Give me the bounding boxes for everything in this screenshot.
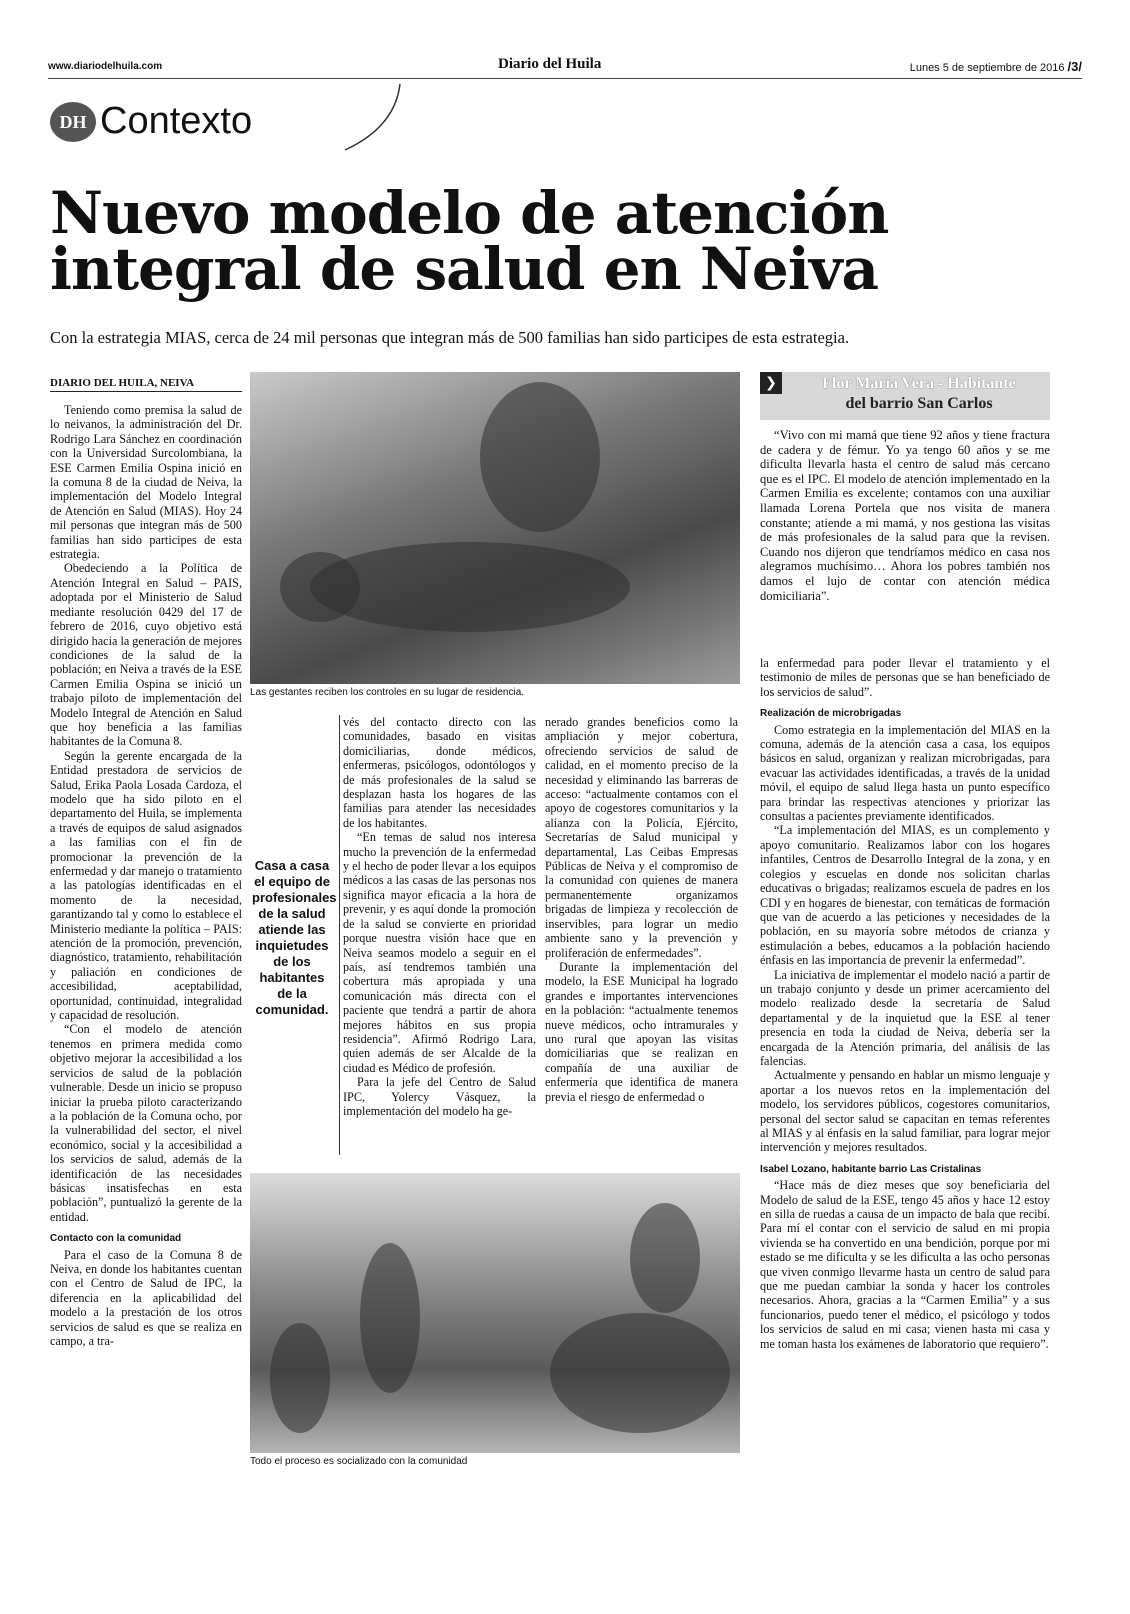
paragraph: Teniendo como premisa la salud de lo neivanos, la administración del Dr. Rodrigo Lara Sánchez en coordinación con la Universidad Surcolombiana, la ESE Carmen Emilia Ospina inició en la comuna 8 de la ciudad de Neiva, la implementación del Modelo Integral de Atención en Salud (MIAS). Hoy 24 mil personas que integran más de 500 familias han sido participes de esta estrategia.	[50, 403, 242, 562]
paragraph: vés del contacto directo con las comunidades, basado en visitas domiciliarias, donde médicos, enfermeras, psicólogos, odontólogos y de más profesionales de la salud se desplazan hasta los hogares de las familias para atender las necesidades de los habitantes.	[343, 715, 536, 830]
page-header	[48, 58, 1082, 79]
testimonial-quote: “Vivo con mi mamá que tiene 92 años y tiene fractura de cadera y de fémur. Yo ya tengo 60 años y se me dificulta llevarla hasta el centro de salud más cercano que es el IPC. El modelo de atención implementado en la Carmen Emilia es excelente; contamos con una auxiliar llamada Lorena Portela que nos visita de manera constante; atiende a mi mamá, y nos gestiona las visitas de más profesionales de la salud para que la revisen. Cuando nos dijeron que tendríamos médico en casa nos alegramos muchísimo… Ahora los pobres también nos damos el lujo de contar con atención médica domiciliaria”.	[760, 428, 1050, 603]
paragraph: Actualmente y pensando en hablar un mismo lenguaje y aportar a los nuevos retos en la implementación del modelo, los servidores públicos, cogestores comunitarios, personal del sector salud se capacitan en temas referentes al MIAS y al énfasis en la salud familiar, para lograr mejor intervención y mejores resultados.	[760, 1068, 1050, 1155]
paragraph: “Hace más de diez meses que soy beneficiaria del Modelo de salud de la ESE, tengo 45 años y hace 12 estoy en silla de ruedas a causa de un impacto de bala que recibí. Para mí el contar con el servicio de salud en mi propia vivienda se ha convertido en una bendición, porque por mi estado se me dificulta y se les dificulta a las ocho personas que viven conmigo llevarme hasta un centro de salud para que me puedan cambiar la sonda y hacer los controles necesarios. Ahora, gracias a la “Carmen Emilia” y a sus funcionarios, puedo tener el médico, el psicólogo y todos los servicios de salud en mi casa; vienen hasta mi casa y me toman hasta los exámenes de laboratorio que requiero”.	[760, 1178, 1050, 1351]
testimonial-box	[760, 372, 1050, 648]
decorative-swoosh	[340, 82, 410, 154]
paragraph: Para la jefe del Centro de Salud IPC, Yolercy Vásquez, la implementación del modelo ha ge-	[343, 1075, 536, 1118]
headline: Nuevo modelo de atención integral de salud en Neiva	[50, 179, 889, 303]
website-url: www.diariodelhuila.com	[48, 61, 163, 72]
section-subhead: Contacto con la comunidad	[50, 1233, 182, 1245]
paragraph: La iniciativa de implementar el modelo nació a partir de un trabajo conjunto y desde un primer acercamiento del modelo realizado desde la secretaría de Salud departamental y de la inquietud que la ESE al tener presencia en toda la ciudad de Neiva, debería ser la encargada de la Atención primaria, del análisis de las falencias.	[760, 967, 1050, 1068]
newspaper-name: Diario del Huila	[498, 56, 602, 72]
column-divider	[339, 715, 340, 1155]
section-subhead: Realización de microbrigadas	[760, 708, 902, 720]
section-subhead: Isabel Lozano, habitante barrio Las Cristalinas	[760, 1163, 982, 1175]
page-number: /3/	[1067, 59, 1082, 74]
column-4	[760, 656, 1050, 1351]
section-label	[50, 100, 252, 146]
paragraph: Como estrategia en la implementación del MIAS en la comuna, además de la atención casa a casa, los equipos básicos en salud, organizan y realizan microbrigadas, para evacuar las actividades identificadas, a través de la unidad móvil, el equipo de salud llega hasta un punto específico para brindar las respectivas atenciones y priorizar las consultas a pacientes previamente identificados.	[760, 722, 1050, 824]
testimonial-header	[760, 372, 1050, 420]
dh-logo: DH	[50, 102, 96, 142]
byline: DIARIO DEL HUILA, NEIVA	[50, 377, 242, 392]
photo-caption: Las gestantes reciben los controles en su lugar de residencia.	[250, 687, 525, 698]
column-3	[545, 715, 738, 1104]
photo-community-meeting	[250, 1173, 740, 1453]
paragraph: Durante la implementación del modelo, la ESE Municipal ha logrado grandes e importantes intervenciones en la población: “actualmente tenemos nueve médicos, ocho intramurales y uno rural que apoyan las visitas domiciliarias que se realizan en compañía de una auxiliar de enfermería que identifica de manera previa el riesgo de enfermedad o	[545, 959, 738, 1104]
photo-home-visit	[250, 372, 740, 684]
paragraph: “La implementación del MIAS, es un complemento y apoyo comunitario. Realizamos labor con los hogares infantiles, Centros de Desarrollo Integral de la zona, y en colegios y escuelas en donde nos solicitan charlas educativas o brigadas; realizamos escuela de padres en los CDI y en hogares de bienestar, con temáticas de formación que van de acuerdo a las peticiones y necesidades de la población, en su mayoría sobre métodos de crianza y estimulación a bebes, educamos a la población haciendo énfasis en las importancia de prevenir la enfermedad”.	[760, 823, 1050, 968]
column-2	[343, 715, 536, 1118]
issue-date: Lunes 5 de septiembre de 2016 /3/	[909, 59, 1082, 74]
subheadline: Con la estrategia MIAS, cerca de 24 mil personas que integran más de 500 familias han sido participes de esta estrategia.	[50, 328, 850, 347]
section-title: Contexto	[100, 100, 253, 142]
photo-caption: Todo el proceso es socializado con la comunidad	[250, 1456, 468, 1467]
paragraph: Obedeciendo a la Política de Atención Integral en Salud – PAIS, adoptada por el Ministerio de Salud mediante resolución 0429 del 17 de febrero de 2016, cuyo objetivo está dirigido hacia la generación de mejores condiciones de la salud de la población; en Neiva a través de la ESE Carmen Emilia Ospina se inició un trabajo piloto de implementación del Modelo Integral de Atención en Salud que hoy beneficia a las familias habitantes de la Comuna 8.	[50, 561, 242, 749]
paragraph: la enfermedad para poder llevar el tratamiento y el testimonio de miles de personas que se han beneficiado de los servicios de salud”.	[760, 656, 1050, 699]
testimonial-name: Flor María Vera - Habitante del barrio San Carlos	[822, 375, 1016, 412]
pull-quote: Casa a casa el equipo de profesionales de la salud atiende las inquietudes de los habitantes de la comunidad.	[252, 858, 337, 1017]
paragraph: “Con el modelo de atención tenemos en primera medida como objetivo mejorar la accesibilidad a los servicios de salud de la población vulnerable. Desde un inicio se propuso iniciar la prueba piloto caracterizando a la población de la Comuna ocho, por la vulnerabilidad del sector, el nivel económico, social y la accesibilidad a los servicios de salud, además de la identificación de las necesidades básicas insatisfechas en esta población”, puntualizó la gerente de la entidad.	[50, 1022, 242, 1224]
paragraph: Para el caso de la Comuna 8 de Neiva, en donde los habitantes cuentan con el Centro de Salud de IPC, la diferencia en la aplicabilidad del modelo a la prestación de los otros servicios de salud es que se realiza en campo, a tra-	[50, 1247, 242, 1348]
column-1	[50, 403, 242, 1348]
paragraph: nerado grandes beneficios como la ampliación y mejor cobertura, ofreciendo servicios de salud de calidad, en el momento preciso de la necesidad y eliminando las barreras de acceso: “actualmente contamos con el apoyo de cogestores comunitarios y la alianza con la Policía, Ejército, Secretarías de Salud municipal y departamental, Las Ceibas Empresas Públicas de Neiva y el compromiso de la comunidad con quienes de manera permanentemente organizamos brigadas de limpieza y recolección de inservibles, para lograr un medio ambiente sano y la prevención y proliferación de enfermedades”.	[545, 715, 738, 960]
paragraph: Según la gerente encargada de la Entidad prestadora de servicios de Salud, Erika Paola Losada Cardoza, el modelo que ha sido piloto en el departamento del Huila, se implementa a través de equipos de salud asignados a las familias con el fin de promocionar la prevención de la enfermedad y dar manejo o tratamiento a las patologías identificadas en el momento de la necesidad, garantizando tal y como lo establece el Ministerio mediante la política – PAIS: atención de la promoción, prevención, diagnóstico, tratamiento, rehabilitación y paliación en condiciones de accesibilidad, aceptabilidad, oportunidad, continuidad, integralidad y capacidad de resolución.	[50, 748, 242, 1023]
chevron-right-icon: ❯	[760, 372, 782, 394]
paragraph: “En temas de salud nos interesa mucho la prevención de la enfermedad y el hecho de poder llevar a los equipos médicos a las casas de las personas nos significa mayor eficacia a la hora de prevenir, y es aquí donde la promoción de la salud se convierte en prioridad porque nuestra visión hace que en Neiva seamos modelo a seguir en el país, así tendremos también una cobertura más apropiada y una comunicación más directa con el paciente que tendrá a partir de ahora mejores hábitos en sus propia residencia”. Afirmó Rodrigo Lara, quien además de ser Alcalde de la ciudad es Médico de profesión.	[343, 830, 536, 1075]
